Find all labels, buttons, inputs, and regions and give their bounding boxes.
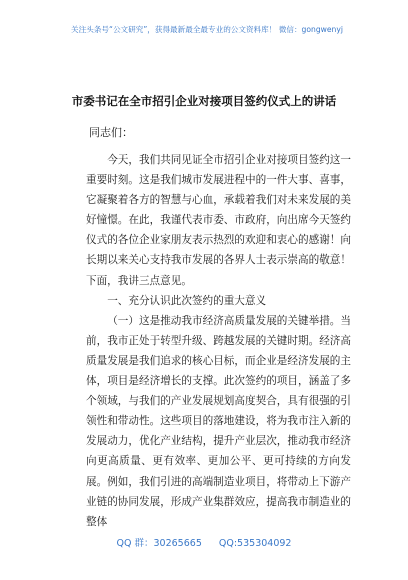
page-footer: [0, 535, 408, 549]
document-body: [86, 150, 351, 532]
intro-paragraph: 今天，我们共同见证全市招引企业对接项目签约这一重要时刻。这是我们城市发展进程中的一件大事、喜事，它凝聚着各方的智慧与心血，承载着我们对未来发展的美好憧憬。在此，我谨代表市委、市政府，向出席今天签约仪式的各位企业家朋友表示热烈的欢迎和衷心的感谢！向长期以来关心支持我市发展的各界人士表示崇高的敬意！下面，我讲三点意见。: [86, 154, 351, 287]
top-banner: 关注头条号“公文研究”，获得最新最全最专业的公文资料库！ 微信：gongwenyj: [71, 25, 343, 34]
document-title: 市委书记在全市招引企业对接项目签约仪式上的讲话: [71, 94, 337, 108]
qq-group-text: QQ 群：30265665: [116, 538, 202, 549]
qq-number-text: QQ:535304092: [218, 538, 292, 549]
body-paragraph: （一）这是推动我市经济高质量发展的关键举措。当前，我市正处于转型升级、跨越发展的关键时期。经济高质量发展是我们追求的核心目标，而企业是经济发展的主体，项目是经济增长的支撑。此次签约的项目，涵盖了多个领域，与我们的产业发展规划高度契合，具有很强的引领性和带动性。这些项目的落地建设，将为我市注入新的发展动力，优化产业结构，提升产业层次，推动我市经济向更高质量、更有效率、更加公平、更可持续的方向发展。例如，我们引进的高端制造业项目，将带动上下游产业链的协同发展，形成产业集群效应，提高我市制造业的整体: [86, 314, 351, 528]
salutation: 同志们：: [89, 126, 133, 139]
section-heading: 一、充分认识此次签约的重大意义: [107, 294, 267, 307]
